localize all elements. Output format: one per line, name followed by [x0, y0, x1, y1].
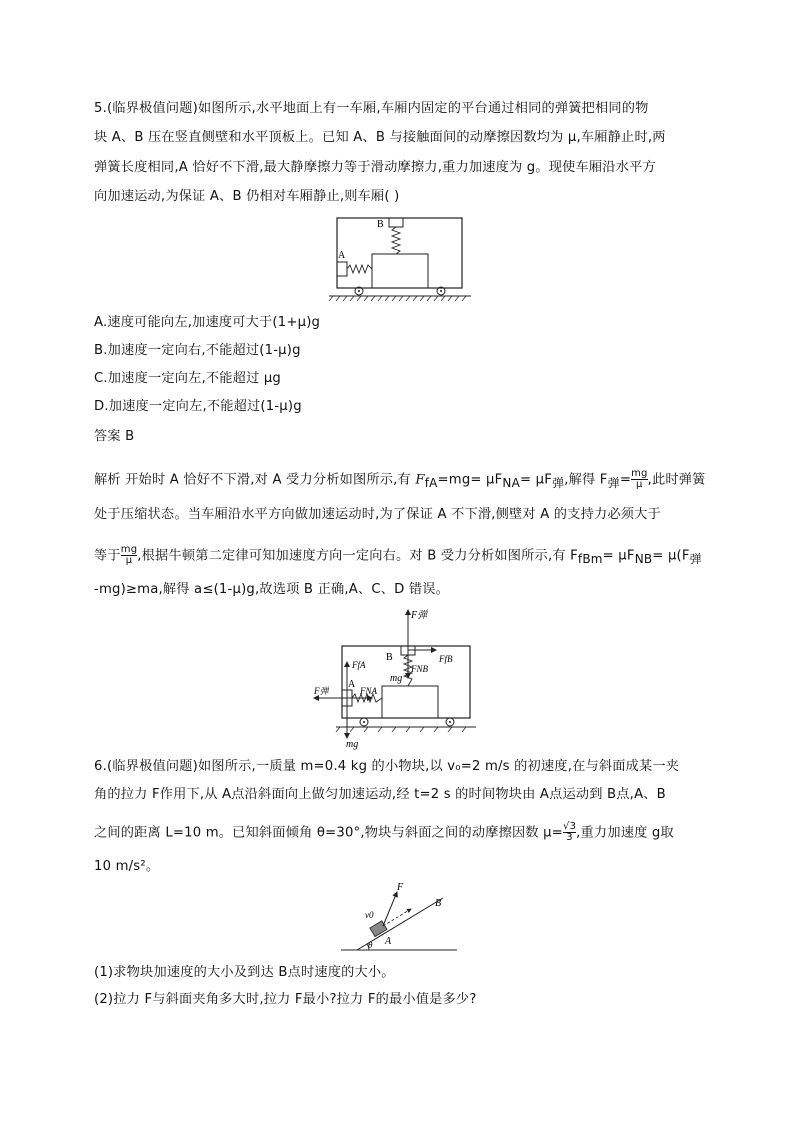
- q5-option-a: A.速度可能向左,加速度可大于(1+μ)g: [94, 315, 321, 330]
- q6-line-3: 之间的距离 L=10 m。已知斜面倾角 θ=30°,物块与斜面之间的动摩擦因数 μ= $\frac{√3}{3}$ ,重力加速度 g取: [94, 821, 674, 843]
- analysis-line-1: 解析 开始时 A 恰好不下滑,对 A 受力分析如图所示,有 $F_{fA}=mg= \mu F_{NA}= \mu F_弹$,解得 $F_弹=$ $\frac{mg}{\mu}$ ,此时弹簧: [94, 468, 706, 491]
- q6-line-2: 角的拉力 F作用下,从 A点沿斜面向上做匀加速运动,经 t=2 s 的时间物块由 A点运动到 B点,A、B: [94, 787, 666, 802]
- q5-line-1: 5.(临界极值问题)如图所示,水平地面上有一车厢,车厢内固定的平台通过相同的弹簧把相同的物: [94, 101, 649, 116]
- analysis-fig-f-na: FNA: [360, 686, 377, 696]
- analysis-fig-mg-b: mg: [390, 673, 403, 684]
- q5-figure-carriage: [325, 212, 475, 304]
- q6-fig-theta: θ: [368, 940, 373, 950]
- q5-fig-label-a: A: [338, 250, 346, 261]
- q5-answer: 答案 B: [94, 429, 135, 444]
- q5-option-b: B.加速度一定向右,不能超过(1-μ)g: [94, 343, 301, 358]
- q5-option-c: C.加速度一定向左,不能超过 μg: [94, 371, 282, 386]
- q5-line-2: 块 A、B 压在竖直侧壁和水平顶板上。已知 A、B 与接触面间的动摩擦因数均为 μ,车厢静止时,两: [94, 130, 666, 145]
- analysis-line-2: 处于压缩状态。当车厢沿水平方向做加速运动时,为了保证 A 不下滑,侧壁对 A 的支持力必须大于: [94, 507, 661, 522]
- q6-figure-incline: [335, 878, 465, 956]
- q6-fig-v0: v0: [365, 910, 374, 920]
- q5-line-4: 向加速运动,为保证 A、B 仍相对车厢静止,则车厢( ): [94, 189, 400, 204]
- q6-subquestion-2: (2)拉力 F与斜面夹角多大时,拉力 F最小?拉力 F的最小值是多少?: [94, 992, 477, 1007]
- q6-fig-f: F: [397, 882, 404, 893]
- analysis-fig-f-fa: FfA: [352, 660, 366, 670]
- analysis-line-4: -mg)≥ma,解得 a≤(1-μ)g,故选项 B 正确,A、C、D 错误。: [94, 582, 450, 597]
- analysis-fig-f-spring-top: F弹: [411, 610, 428, 621]
- q5-line-3: 弹簧长度相同,A 恰好不下滑,最大静摩擦力等于滑动摩擦力,重力加速度为 g。现使车厢沿水平方: [94, 160, 656, 175]
- q6-fig-label-b: B: [435, 898, 442, 909]
- q5-fig-label-b: B: [377, 219, 384, 230]
- analysis-fig-f-spring-left: F弹: [314, 686, 329, 696]
- analysis-fig-mg-a: mg: [346, 739, 359, 750]
- analysis-fig-label-b: B: [386, 652, 393, 663]
- q6-line-1: 6.(临界极值问题)如图所示,一质量 m=0.4 kg 的小物块,以 v₀=2 m/s 的初速度,在与斜面成某一夹: [94, 759, 680, 774]
- analysis-fig-label-a: A: [348, 679, 356, 690]
- q6-subquestion-1: (1)求物块加速度的大小及到达 B点时速度的大小。: [94, 965, 395, 980]
- analysis-fig-f-nb: FNB: [411, 664, 428, 674]
- analysis-figure-forces: [310, 604, 480, 750]
- q6-line-4: 10 m/s²。: [94, 859, 160, 874]
- analysis-line-3: 等于 $\frac{mg}{\mu}$ ,根据牛顿第二定律可知加速度方向一定向右。对 B 受力分析如图所示,有 $F_{fBm}= \mu F_{NB}= \mu(F_弹$: [94, 544, 702, 567]
- q5-option-d: D.加速度一定向左,不能超过(1-μ)g: [94, 399, 302, 414]
- q6-fig-label-a: A: [385, 936, 392, 947]
- analysis-fig-f-fb: FfB: [439, 654, 453, 664]
